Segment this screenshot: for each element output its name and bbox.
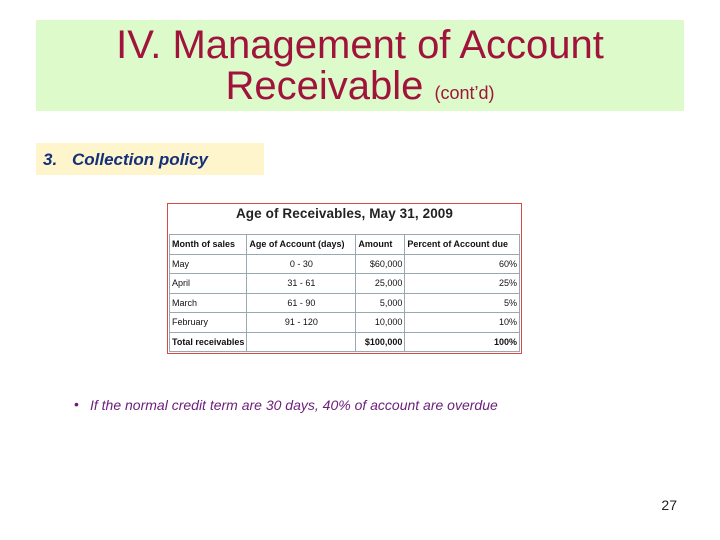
bullet-text: If the normal credit term are 30 days, 40% of account are overdue — [90, 397, 498, 413]
cell-amount: 25,000 — [356, 274, 405, 294]
slide-title-main: Receivable — [225, 64, 424, 108]
bullet-dot-icon: • — [74, 396, 79, 412]
cell-amount: 5,000 — [356, 293, 405, 313]
cell-month: April — [170, 274, 247, 294]
section-label: Collection policy — [72, 150, 209, 169]
cell-age: 91 - 120 — [247, 313, 356, 333]
table-total-row — [170, 332, 520, 352]
page-number: 27 — [661, 497, 677, 513]
table-row — [170, 313, 520, 333]
table-row — [170, 293, 520, 313]
cell-month: May — [170, 254, 247, 274]
cell-percent: 5% — [405, 293, 520, 313]
receivables-table-frame — [167, 203, 522, 354]
cell-percent: 25% — [405, 274, 520, 294]
table-header-row — [170, 235, 520, 255]
header-percent: Percent of Account due — [405, 235, 520, 255]
header-age: Age of Account (days) — [247, 235, 356, 255]
cell-percent: 10% — [405, 313, 520, 333]
table-row — [170, 274, 520, 294]
slide-title-line1: IV. Management of Account — [116, 23, 604, 67]
total-age — [247, 332, 356, 352]
header-amount: Amount — [356, 235, 405, 255]
total-amount: $100,000 — [356, 332, 405, 352]
cell-percent: 60% — [405, 254, 520, 274]
cell-amount: 10,000 — [356, 313, 405, 333]
title-banner — [36, 20, 684, 111]
table-row — [170, 254, 520, 274]
section-heading — [36, 143, 264, 175]
header-month: Month of sales — [170, 235, 247, 255]
cell-age: 0 - 30 — [247, 254, 356, 274]
cell-age: 61 - 90 — [247, 293, 356, 313]
total-label: Total receivables — [170, 332, 247, 352]
total-percent: 100% — [405, 332, 520, 352]
cell-month: February — [170, 313, 247, 333]
cell-month: March — [170, 293, 247, 313]
section-number: 3. — [43, 150, 58, 169]
slide-title-line2 — [36, 64, 684, 115]
receivables-table — [169, 234, 520, 352]
slide-title-suffix: (cont’d) — [434, 83, 495, 103]
table-title: Age of Receivables, May 31, 2009 — [235, 206, 454, 221]
cell-age: 31 - 61 — [247, 274, 356, 294]
cell-amount: $60,000 — [356, 254, 405, 274]
